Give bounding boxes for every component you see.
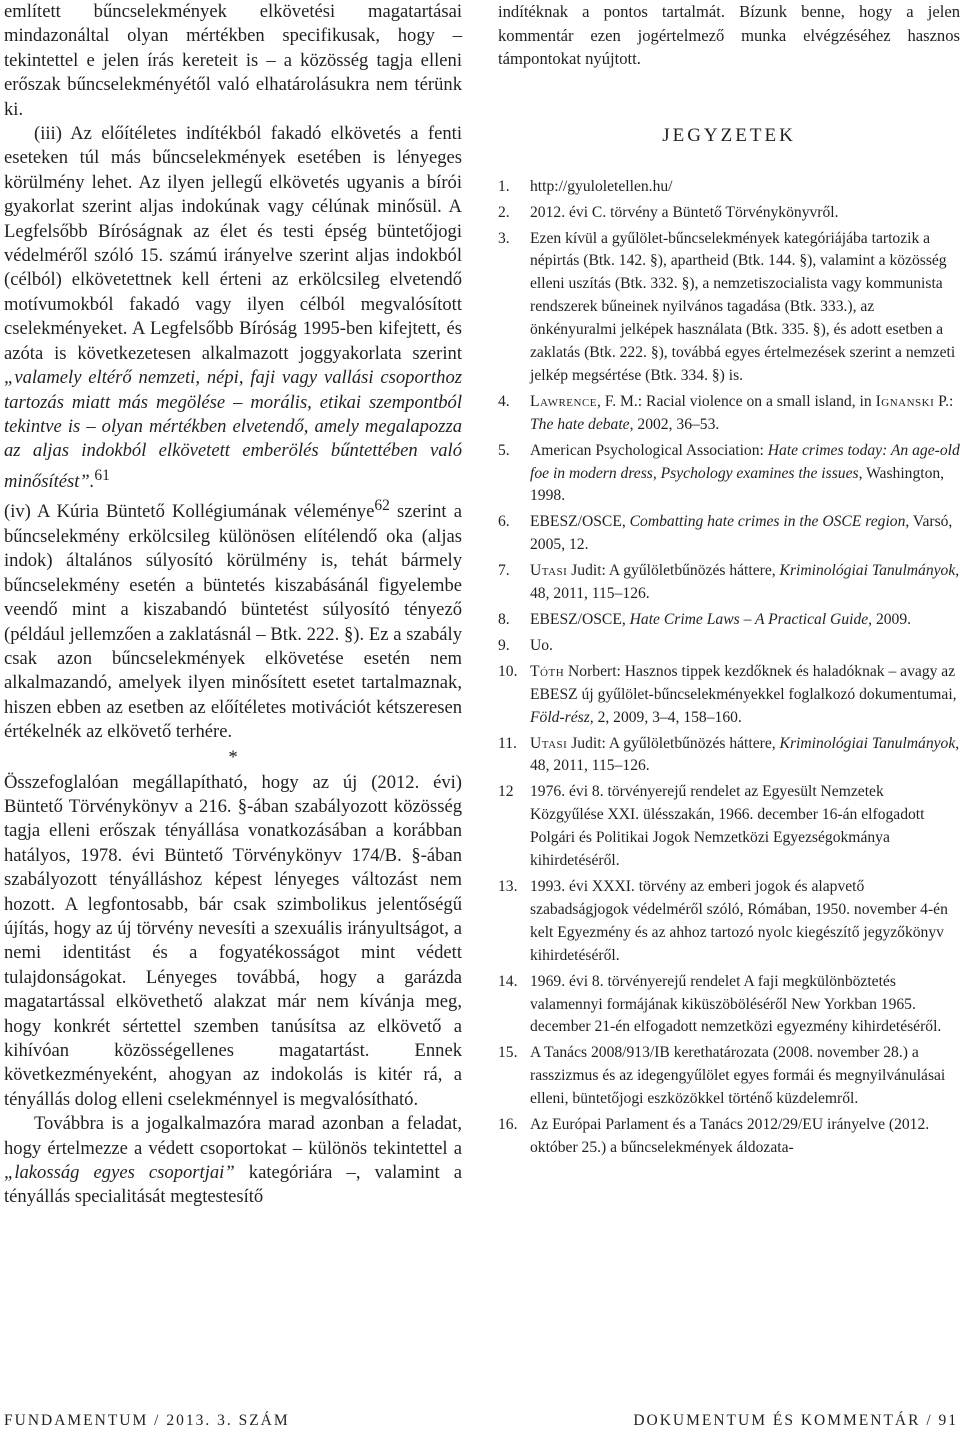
footnote-number: 16.: [498, 1116, 518, 1134]
footnote-author: Utasi: [530, 562, 568, 580]
footnote-text-part: P.:: [934, 392, 954, 410]
footnote-text: [530, 560, 960, 606]
footnote-item: [498, 202, 960, 225]
footnote-title: Kriminológiai Tanulmányok,: [779, 562, 960, 580]
paragraph-5-text-b: kategóriára –, valamint a tényállás specialitását megtestesítő: [4, 1162, 462, 1208]
paragraph-2-text: (iii) Az előítéletes indítékból fakadó elkövetés a fenti eseteken túl más bűncselekmények esetében is lényeges körülmény lehet. Az ilyen jellegű elkövetés ugyanis a bírói gyakorlat szerint aljas indokúnak vagy célúnak minősül. A Legfelsőbb Bíróságnak az élet és testi épség büntetőjogi védelméről szóló 15. számú irányelve szerint aljas indokból (célból) elkövetettnek kell érteni az erkölcsileg elvetendő motívumokból fakadó vagy ilyen célból megvalósított cselekményeket. A Legfelsőbb Bíróság 1995-ben kifejtett, és azóta is következetesen alkalmazott joggyakorlata szerint: [4, 123, 462, 364]
footnote-text-part: 2012. évi C. törvény a Büntető Törvénykönyvről.: [530, 203, 839, 221]
footnote-text-part: , F. M.: Racial violence on a small island, in: [597, 392, 876, 410]
footnote-text-part: , 2002, 36–53.: [629, 415, 720, 433]
paragraph-2: [4, 122, 462, 494]
notes-heading: JEGYZETEK: [662, 124, 796, 146]
footnote-item: [498, 391, 960, 437]
footnote-text: [530, 1042, 960, 1111]
footnote-ref-62: 62: [374, 497, 390, 515]
footnote-text: [530, 511, 960, 557]
footnote-text-part: Ezen kívül a gyűlölet-bűncselekmények kategóriájába tartozik a népirtás (Btk. 142. §), apartheid (Btk. 144. §), valamint a közösség elleni uszítás (Btk. 332. §), a nemzetiszocialista vagy kommunista rendszerek bűneinek nyilvános tagadása (Btk. 333.), az önkényuralmi jelképek használata (Btk. 335. §), és adott esetben a zaklatás (Btk. 222. §), továbbá egyes értelmezések szerint a nemzeti jelkép megsértése (Btk. 334. §) is.: [530, 229, 956, 384]
footnote-number: 8.: [498, 611, 510, 628]
footnote-text-part: Norbert: Hasznos tippek kezdőknek és haladóknak – avagy az EBESZ új gyűlölet-bűncselekményekkel foglalkozó dokumentumai,: [530, 662, 957, 703]
footnote-text-part: http://gyuloletellen.hu/: [530, 177, 673, 195]
footnote-item: [498, 1042, 960, 1111]
footnote-text-part: EBESZ/OSCE,: [530, 513, 630, 531]
footnote-text-part: A Tanács 2008/913/IB kerethatározata (2008. november 28.) a rasszizmus és az idegengyűlölet egyes formái és megnyilvánulásai elleni, büntetőjogi eszközökkel történő küzdelemről.: [530, 1044, 946, 1108]
footnote-title: Föld-rész,: [530, 708, 594, 726]
footnote-title: Hate Crime Laws – A Practical Guide,: [629, 611, 873, 628]
footnote-item: [498, 609, 960, 632]
footer-journal: FUNDAMENTUM / 2013. 3. SZÁM: [4, 1412, 290, 1429]
footnote-text: [530, 440, 960, 509]
footnote-author: Tóth: [530, 662, 565, 680]
footnote-number: 14.: [498, 972, 518, 990]
footnote-item: [498, 971, 960, 1040]
footnote-number: 3.: [498, 229, 510, 247]
footnote-text: [530, 971, 960, 1040]
footnote-item: [498, 781, 960, 873]
footnote-title: Kriminológiai Tanulmányok,: [779, 734, 960, 752]
footnote-item: [498, 176, 960, 199]
footnote-item: [498, 661, 960, 730]
footnote-text: [530, 876, 960, 968]
footnote-ref-61: 61: [94, 466, 110, 484]
paragraph-4: Összefoglalóan megállapítható, hogy az új (2012. évi) Büntető Törvénykönyv a 216. §-ában szabályozott közösség tagja elleni erőszak tényállása vonatkozásában a korábban hatályos, 1978. évi Büntető Törvénykönyv 174/B. §-ában szabályozott tényálláshoz képest lényeges változást nem hozott. A legfontosabb, bár csak szimbolikus jelentőségű újítás, hogy az új törvény nevesíti a szexuális irányultságot, a nemi identitást és a fogyatékosságot mint védett tulajdonságokat. Lényeges továbbá, hogy a garázda magatartással elkövethető alakzat már nem kívánja meg, hogy konkrét sértettel szemben tanúsítsa az elkövető a kihívóan közösségellenes magatartást. Ennek következményeként, ahogyan az indokolás is kitér rá, a tényállás dolog elleni cselekménnyel is megvalósítható.: [4, 771, 462, 1110]
paragraph-5-text-a: Továbbra is a jogalkalmazóra marad azonban a feladat, hogy értelmezze a védett csoportokat – különös tekintettel a: [4, 1113, 462, 1159]
intro-paragraph: indítéknak a pontos tartalmát. Bízunk benne, hogy a jelen kommentár ezen jogértelmező munka elvégzéséhez hasznos támpontokat nyújtott.: [498, 2, 960, 69]
footnote-text: [530, 733, 960, 779]
footnote-text-part: 1993. évi XXXI. törvény az emberi jogok és alapvető szabadságjogok védelméről szóló, Rómában, 1950. november 4-én kelt Egyezmény és az ahhoz tartozó nyolc kiegészítő jegyzőkönyv kihirdetéséről.: [530, 877, 948, 964]
footnote-number: 15.: [498, 1044, 518, 1062]
footnote-author: Utasi: [530, 734, 568, 752]
footnote-number: 7.: [498, 562, 510, 580]
footnote-author: Lawrence: [530, 392, 598, 410]
footnote-text-part: 2, 2009, 3–4, 158–160.: [593, 708, 742, 726]
footnote-text: [530, 609, 960, 632]
footnote-text-part: , Varsó, 2005, 12.: [530, 513, 953, 554]
footnote-author: Ignanski: [875, 392, 935, 410]
section-separator: *: [228, 746, 238, 768]
footnote-item: [498, 228, 960, 388]
footnote-number: 9.: [498, 636, 510, 654]
footnote-number: 10.: [498, 662, 518, 680]
footnote-number: 6.: [498, 513, 510, 531]
footnote-title: The hate debate: [530, 415, 630, 433]
paragraph-3: [4, 494, 462, 744]
footer-section-page: DOKUMENTUM ÉS KOMMENTÁR / 91: [633, 1412, 958, 1429]
footnote-number: 2.: [498, 203, 510, 221]
footnote-item: [498, 635, 960, 658]
right-column: [498, 0, 960, 1163]
footnote-item: [498, 1114, 960, 1160]
footnote-number: 11.: [498, 734, 517, 752]
footnote-number: 4.: [498, 392, 510, 410]
footnote-text: [530, 1114, 960, 1160]
footnote-item: [498, 511, 960, 557]
notes-list: [498, 176, 960, 1160]
paragraph-3-text-a: (iv) A Kúria Büntető Kollégiumának véleménye: [4, 501, 375, 523]
footnote-text: [530, 661, 960, 730]
footnote-text-part: 1976. évi 8. törvényerejű rendelet az Egyesült Nemzetek Közgyűlése XXI. ülésszakán, 1966. december 16-án elfogadott Polgári és Politikai Jogok Nemzetközi Egyezségokmánya kihirdetéséről.: [530, 783, 925, 870]
footnote-number: 12: [498, 783, 514, 801]
footnote-number: 1.: [498, 177, 510, 195]
footnote-text: [530, 635, 960, 658]
left-column: [4, 0, 462, 1210]
footnote-text: [530, 228, 960, 388]
footnote-text: [530, 176, 960, 199]
footnote-text: [530, 781, 960, 873]
footnote-text-part: 48, 2011, 115–126.: [530, 757, 650, 775]
footnote-text: [530, 391, 960, 437]
footnote-text-part: Judit: A gyűlöletbűnözés háttere,: [567, 562, 780, 580]
footnote-item: [498, 440, 960, 509]
paragraph-5: [4, 1112, 462, 1210]
paragraph-1: említett bűncselekmények elkövetési magatartásai mindazonáltal olyan mértékben specifikusak, hogy – tekintettel e jelen írás kereteit is – a közösség tagja elleni erőszak bűncselekményétől való elhatárolásukra nem térünk ki.: [4, 1, 462, 120]
footnote-text-part: EBESZ/OSCE,: [530, 611, 630, 628]
footnote-text-part: Az Európai Parlament és a Tanács 2012/29/EU irányelve (2012. október 25.) a bűncselekmények áldozata-: [530, 1116, 930, 1156]
footnote-text-part: , Washington, 1998.: [530, 464, 945, 505]
footnote-number: 13.: [498, 877, 518, 895]
page-footer: [4, 1412, 958, 1430]
footnote-text-part: Judit: A gyűlöletbűnözés háttere,: [567, 734, 780, 752]
footnote-title: Hate crimes today: An age-old foe in modern dress, Psychology examines the issues: [530, 441, 960, 482]
footnote-text-part: Uo.: [530, 636, 553, 654]
paragraph-2-quote: „valamely eltérő nemzeti, népi, faji vagy vallási csoporthoz tartozás miatt más megölése – morális, etikai szempontból tekintve is – olyan mértékben elvetendő, amely megalapozza az aljas indokból elkövetett emberölés bűntettében való minősítést”.: [4, 367, 462, 492]
footnote-item: [498, 733, 960, 779]
footnote-title: Combatting hate crimes in the OSCE region: [629, 513, 906, 531]
footnote-item: [498, 876, 960, 968]
footnote-item: [498, 560, 960, 606]
footnote-text-part: 48, 2011, 115–126.: [530, 585, 650, 603]
footnote-text-part: 2009.: [872, 611, 912, 628]
footnote-text-part: 1969. évi 8. törvényerejű rendelet A faji megkülönböztetés valamennyi formájának kiküszöböléséről New Yorkban 1965. december 21-én elfogadott nemzetközi egyezmény kihirdetéséről.: [530, 972, 942, 1036]
footnote-text: [530, 202, 960, 225]
paragraph-3-text-b: szerint a bűncselekmény erkölcsileg különösen elítélendő oka (aljas indok) általános súlyosító körülmény is, tehát bármely bűncselekmény esetén a büntetés kiszabásánál figyelembe veendő mint a kiszabandó büntetést súlyosító tényező (például jellemzően a zaklatásnál – Btk. 222. §). Ez a szabály csak azon bűncselekmények elkövetése esetén nem alkalmazandó, amelyek ilyen minősített esetet tartalmaznak, hiszen ebben az esetben az előítéletes motivációt kétszeresen értékelnék az elkövető terhére.: [4, 501, 462, 743]
footnote-number: 5.: [498, 441, 510, 459]
footnote-text-part: American Psychological Association:: [530, 441, 768, 459]
paragraph-5-quote: „lakosság egyes csoportjai”: [4, 1162, 235, 1184]
